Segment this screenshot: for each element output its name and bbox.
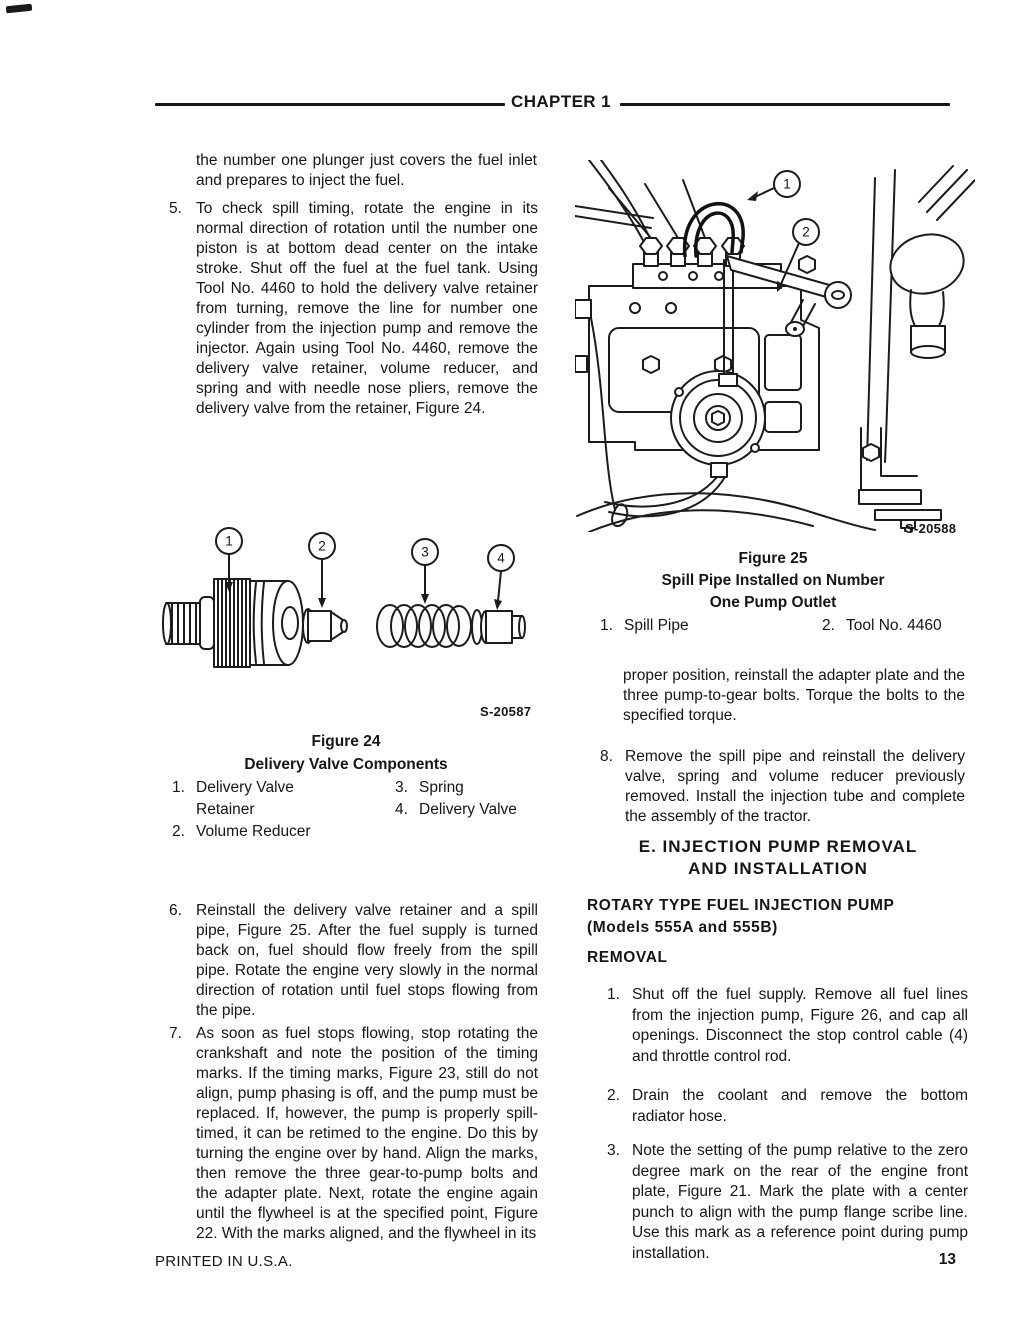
list-text: Remove the spill pipe and reinstall the delivery valve, spring and volume reducer previously removed. Install the injection tube and complete the assembly of the tractor. (625, 748, 965, 825)
list-number: 6. (169, 902, 182, 919)
list-item-6 (169, 901, 538, 1021)
legend-number: 1. (172, 779, 185, 796)
subsection-heading-line2: (Models 555A and 555B) (587, 919, 778, 936)
figure-25-title: Figure 25 (738, 550, 808, 567)
list-text: As soon as fuel stops flowing, stop rotating the crankshaft and note the position of the timing marks. If the timing marks, Figure 23, still do not align, pump phasing is off, and the pump must be replaced. If, however, the pump is properly spill-timed, it can be retimed to the engine. Do this by turning the engine over by hand. Align the marks, then remove the three gear-to-pump bolts and the adapter plate. Next, rotate the engine again until the flywheel is at the specified point, Figure 22. With the marks aligned, and the flywheel in its (196, 1025, 538, 1242)
list-text: Reinstall the delivery valve retainer and a spill pipe, Figure 25. After the fuel supply is turned back on, fuel should flow freely from the spill pipe. Rotate the engine very slowly in the normal direction of rotation until fuel stops flowing from the pipe. (196, 902, 538, 1019)
knob (884, 227, 970, 301)
figure-24-legend-left (172, 777, 324, 843)
engine-block (867, 166, 975, 462)
scan-artifact (6, 4, 33, 14)
delivery-valve-part (472, 610, 525, 644)
legend-number: 1. (600, 617, 613, 634)
figure-25-legend-item-1 (600, 615, 760, 637)
legend-label: Spring (419, 779, 464, 796)
delivery-valve-fittings (609, 180, 744, 266)
list-item-8 (600, 747, 965, 827)
list-item-2 (607, 1086, 968, 1127)
callout-2: 2 (318, 538, 326, 554)
legend-entry (172, 777, 324, 821)
legend-entry (395, 777, 540, 799)
list-number: 3. (607, 1142, 620, 1159)
callout-1: 1 (225, 533, 233, 549)
legend-number: 3. (395, 779, 408, 796)
callout-3: 3 (421, 544, 429, 560)
legend-entry (395, 799, 540, 821)
list-item-5 (169, 199, 538, 419)
legend-label: Volume Reducer (196, 823, 311, 840)
list-number: 8. (600, 748, 613, 765)
figure-24-drawing (150, 523, 570, 678)
intro-paragraph: the number one plunger just covers the fuel inlet and prepares to inject the fuel. (196, 152, 537, 189)
list-text: Drain the coolant and remove the bottom radiator hose. (632, 1087, 968, 1125)
header-rule-left (155, 103, 505, 106)
list-number: 7. (169, 1025, 182, 1042)
callout-2: 2 (802, 224, 810, 240)
legend-number: 4. (395, 801, 408, 818)
list-number: 5. (169, 200, 182, 217)
figure-25-photo-code: S-20588 (905, 521, 957, 536)
list-number: 1. (607, 986, 620, 1003)
legend-label: Spill Pipe (624, 617, 689, 634)
figure-25-legend-item-2 (822, 615, 972, 637)
legend-number: 2. (822, 617, 835, 634)
section-e-heading-line2: AND INSTALLATION (688, 859, 868, 878)
page-number: 13 (938, 1251, 956, 1268)
removal-heading: REMOVAL (587, 949, 668, 966)
figure-25-subtitle-2: One Pump Outlet (709, 594, 837, 611)
callout-1: 1 (783, 176, 791, 192)
figure-24-subtitle: Delivery Valve Components (244, 756, 448, 773)
printed-in-usa: PRINTED IN U.S.A. (155, 1253, 293, 1270)
figure-25-subtitle-1: Spill Pipe Installed on Number (661, 572, 885, 589)
list-item-3 (607, 1141, 968, 1264)
volume-reducer-part (303, 609, 347, 643)
callout-4: 4 (497, 550, 505, 566)
legend-entry (172, 821, 324, 843)
list-text: Note the setting of the pump relative to the zero degree mark on the rear of the engine front plate, Figure 21. Mark the plate with a center punch to align with the pump flange scribe line. Use this mark as a reference point during pump installation. (632, 1142, 968, 1262)
section-e-heading-line1: E. INJECTION PUMP REMOVAL (638, 837, 918, 856)
spring-part (377, 605, 471, 647)
list-text: To check spill timing, rotate the engine in its normal direction of rotation until the number one piston is at bottom dead center on the intake stroke. Shut off the fuel at the fuel tank. Using Tool No. 4460 to hold the delivery valve retainer from turning, remove the line for number one cylinder from the injection pump and remove the injector. Again using Tool No. 4460, remove the delivery valve retainer, volume reducer, and spring and with needle nose pliers, remove the delivery valve from the retainer, Figure 24. (196, 200, 538, 417)
delivery-valve-retainer-part (163, 579, 303, 667)
legend-label: Delivery Valve (419, 801, 517, 818)
list-item-7 (169, 1024, 538, 1244)
continuation-paragraph: proper position, reinstall the adapter plate and the three pump-to-gear bolts. Torque the bolts to the specified torque. (623, 667, 965, 724)
list-text: Shut off the fuel supply. Remove all fuel lines from the injection pump, Figure 26, and cap all openings. Disconnect the stop control cable (4) and throttle control rod. (632, 986, 968, 1065)
list-item-1 (607, 985, 968, 1067)
legend-label: Tool No. 4460 (846, 617, 942, 634)
figure-24-legend-right (395, 777, 540, 821)
legend-number: 2. (172, 823, 185, 840)
list-number: 2. (607, 1087, 620, 1104)
figure-24-photo-code: S-20587 (480, 704, 532, 719)
figure-24-title: Figure 24 (311, 733, 381, 750)
subsection-heading-line1: ROTARY TYPE FUEL INJECTION PUMP (587, 897, 895, 914)
chapter-heading: CHAPTER 1 (511, 92, 611, 111)
figure-25-drawing (575, 160, 975, 532)
header-rule-right (620, 103, 950, 106)
legend-label: Delivery Valve Retainer (196, 779, 294, 818)
